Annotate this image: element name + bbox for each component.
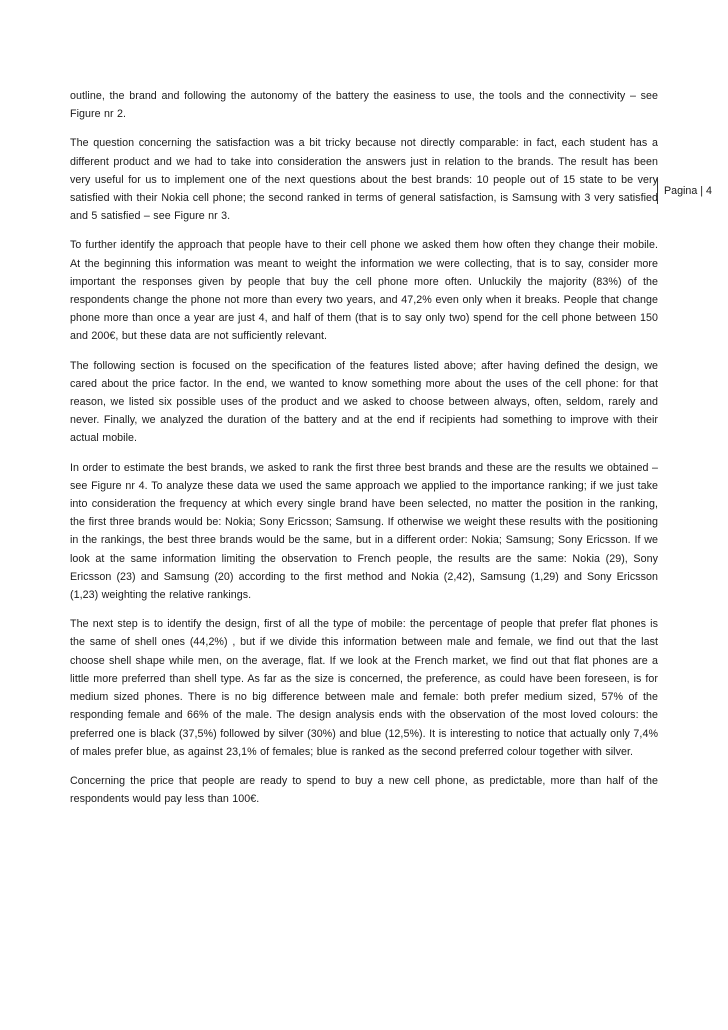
paragraph: Concerning the price that people are ready to spend to buy a new cell phone, as predictable, more than half of the respondents would pay less than 100€. — [70, 774, 658, 806]
paragraph: The next step is to identify the design, first of all the type of mobile: the percentage of people that prefer flat phones is the same of shell ones (44,2%) , but if we divide this information between male and female, we find out that the last choose shell shape while men, on the average, flat. If we look at the French market, we find out that flat phones are a little more preferred than shell type. As far as the size is concerned, the preference, as could have been foreseen, is for medium sized phones. There is no big difference between male and female: both prefer medium sized, 57% of the responding female and 66% of the male. The design analysis ends with the observation of the most loved colours: the preferred one is black (37,5%) followed by silver (30%) and blue (12,5%). It is interesting to notice that actually only 7,4% of males prefer blue, as against 23,1% of females; blue is ranked as the second preferred colour together with silver. — [70, 618, 658, 758]
page-number-label: Pagina | 4 — [657, 178, 728, 204]
paragraph: The question concerning the satisfaction was a bit tricky because not directly comparable: in fact, each student has a different product and we had to take into consideration the answers just in relation to the brands. The result has been very useful for us to implement one of the next questions about the best brands: 10 people out of 15 state to be very satisfied with their Nokia cell phone; the second ranked in terms of general satisfaction, is Samsung with 3 very satisfied and 5 satisfied – see Figure nr 3. — [70, 137, 658, 223]
paragraph: The following section is focused on the specification of the features listed above; after having defined the design, we cared about the price factor. In the end, we wanted to know something more about the uses of the cell phone: for that reason, we listed six possible uses of the product and we asked to choose between always, often, seldom, rarely and never. Finally, we analyzed the duration of the battery and at the end if recipients had something to improve with their actual mobile. — [70, 359, 658, 445]
paragraph: outline, the brand and following the autonomy of the battery the easiness to use, the tools and the connectivity – see Figure nr 2. — [70, 90, 658, 121]
paragraph: To further identify the approach that people have to their cell phone we asked them how often they change their mobile. At the beginning this information was meant to weight the information we were collecting, that is to say, consider more important the responses given by people that buy the cell phone more often. Unluckily the majority (83%) of the respondents change the phone not more than every two years, and 47,2% even only when it breaks. People that change phone more than once a year are just 4, and half of them (that is to say only two) spend for the cell phone between 150 and 200€, but these data are not sufficiently relevant. — [70, 239, 658, 343]
page-body — [70, 87, 658, 819]
paragraph: In order to estimate the best brands, we asked to rank the first three best brands and these are the results we obtained – see Figure nr 4. To analyze these data we used the same approach we applied to the importance ranking; if we just take into consideration the frequency at which every single brand have been selected, no matter the position in the ranking, the first three brands would be: Nokia; Sony Ericsson; Samsung. If otherwise we weight these results with the positioning in the rankings, the best three brands would be the same, but in a different order: Nokia; Samsung; Sony Ericsson. If we look at the same information limiting the observation to French people, the results are the same: Nokia (29), Sony Ericsson (23) and Samsung (20) according to the first method and Nokia (2,42), Samsung (1,29) and Sony Ericsson (1,23) weighting the relative rankings. — [70, 461, 658, 602]
